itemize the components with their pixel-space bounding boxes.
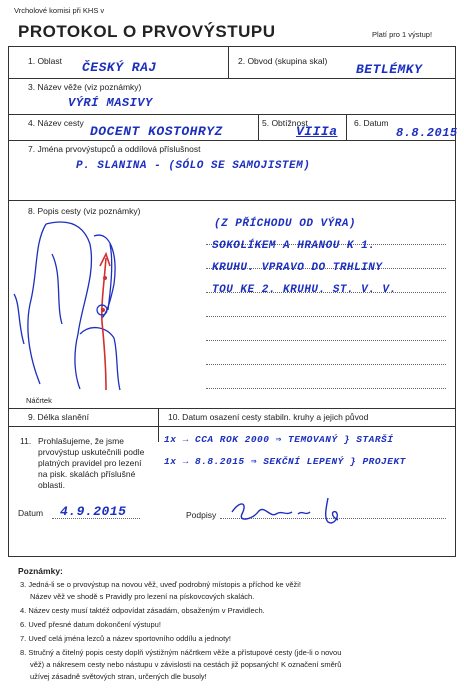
validity-note: Platí pro 1 výstup! — [372, 30, 433, 39]
field-11-label: 11. — [20, 436, 32, 446]
date-label: Datum — [18, 508, 44, 518]
field-8-label: 8. Popis cesty (viz poznámky) — [28, 206, 141, 216]
field-7-value: P. SLANINA - (SÓLO SE SAMOJISTEM) — [76, 160, 311, 172]
field-3-value: VÝRÍ MASIVY — [68, 96, 153, 110]
signature-image — [228, 492, 358, 528]
sketch-label: Náčrtek — [26, 396, 52, 405]
field-3-label: 3. Název věže (viz poznámky) — [28, 82, 142, 92]
field-7-label: 7. Jména prvovýstupců a oddílová příslušnost — [28, 144, 201, 154]
field-4-label: 4. Název cesty — [28, 118, 84, 128]
committee-label: Vrcholové komisi při KHS v — [14, 6, 105, 15]
signatures-label: Podpisy — [186, 510, 217, 520]
declaration-text: Prohlašujeme, že jsme prvovýstup uskutečnili podle platných pravidel pro lezení na pisk. skalách příslušné oblasti. — [38, 436, 145, 490]
field-9-label: 9. Délka slanění — [28, 412, 89, 422]
field-6-value: 8.8.2015 — [396, 126, 458, 140]
field-6-label: 6. Datum — [354, 118, 389, 128]
route-sketch — [10, 214, 196, 394]
notes-title: Poznámky: — [18, 566, 63, 576]
note-item: 3. Jedná-li se o prvovýstup na novou věž, uveď podrobný místopis a příchod ke věži! — [20, 580, 302, 589]
note-item: 6. Uveď přesné datum dokončení výstupu! — [20, 620, 161, 629]
note-item: věž) a nákresem cesty nebo nástupu v závislosti na cestách již popsaných! K označení směrů — [30, 660, 342, 669]
date-value: 4.9.2015 — [60, 504, 127, 519]
route-line-1: (Z PŘÍCHODU OD VÝRA) — [214, 218, 357, 230]
note-item: Název věž ve shodě s Pravidly pro lezení na pískovcových skalách. — [30, 592, 255, 601]
field-4-value: DOCENT KOSTOHRYZ — [90, 124, 223, 139]
field-1-value: ČESKÝ RAJ — [82, 60, 157, 75]
anchor-line-1: 1x → CCA ROK 2000 ⇒ TEMOVANÝ } STARŠÍ — [164, 434, 394, 445]
anchor-line-2: 1x → 8.8.2015 ⇒ SEKČNÍ LEPENÝ } PROJEKT — [164, 456, 406, 467]
note-item: užívej zásadně světových stran, určených dle busoly! — [30, 672, 207, 681]
route-line-3: KRUHU. VPRAVO DO TRHLINY — [212, 262, 383, 274]
route-line-4: TOU KE 2. KRUHU. ST. V. V. — [212, 284, 397, 296]
route-line-2: SOKOLÍKEM A HRANOU K 1. — [212, 240, 376, 252]
field-5-label: 5. Obtížnost — [262, 118, 308, 128]
note-item: 7. Uveď celá jména lezců a název sportovního oddílu a jednoty! — [20, 634, 231, 643]
note-item: 8. Stručný a čitelný popis cesty doplň výstižným náčrtkem věže a přístupové cesty (jde-li o novou — [20, 648, 342, 657]
field-2-label: 2. Obvod (skupina skal) — [238, 56, 328, 66]
note-item: 4. Název cesty musí taktéž odpovídat zásadám, obsaženým v Pravidlech. — [20, 606, 265, 615]
field-5-value: VIIIa — [296, 124, 338, 139]
field-10-label: 10. Datum osazení cesty stabiln. kruhy a jejich původ — [168, 412, 369, 422]
field-1-label: 1. Oblast — [28, 56, 63, 66]
page-title: PROTOKOL O PRVOVÝSTUPU — [18, 22, 276, 41]
field-2-value: BETLÉMKY — [356, 62, 423, 77]
